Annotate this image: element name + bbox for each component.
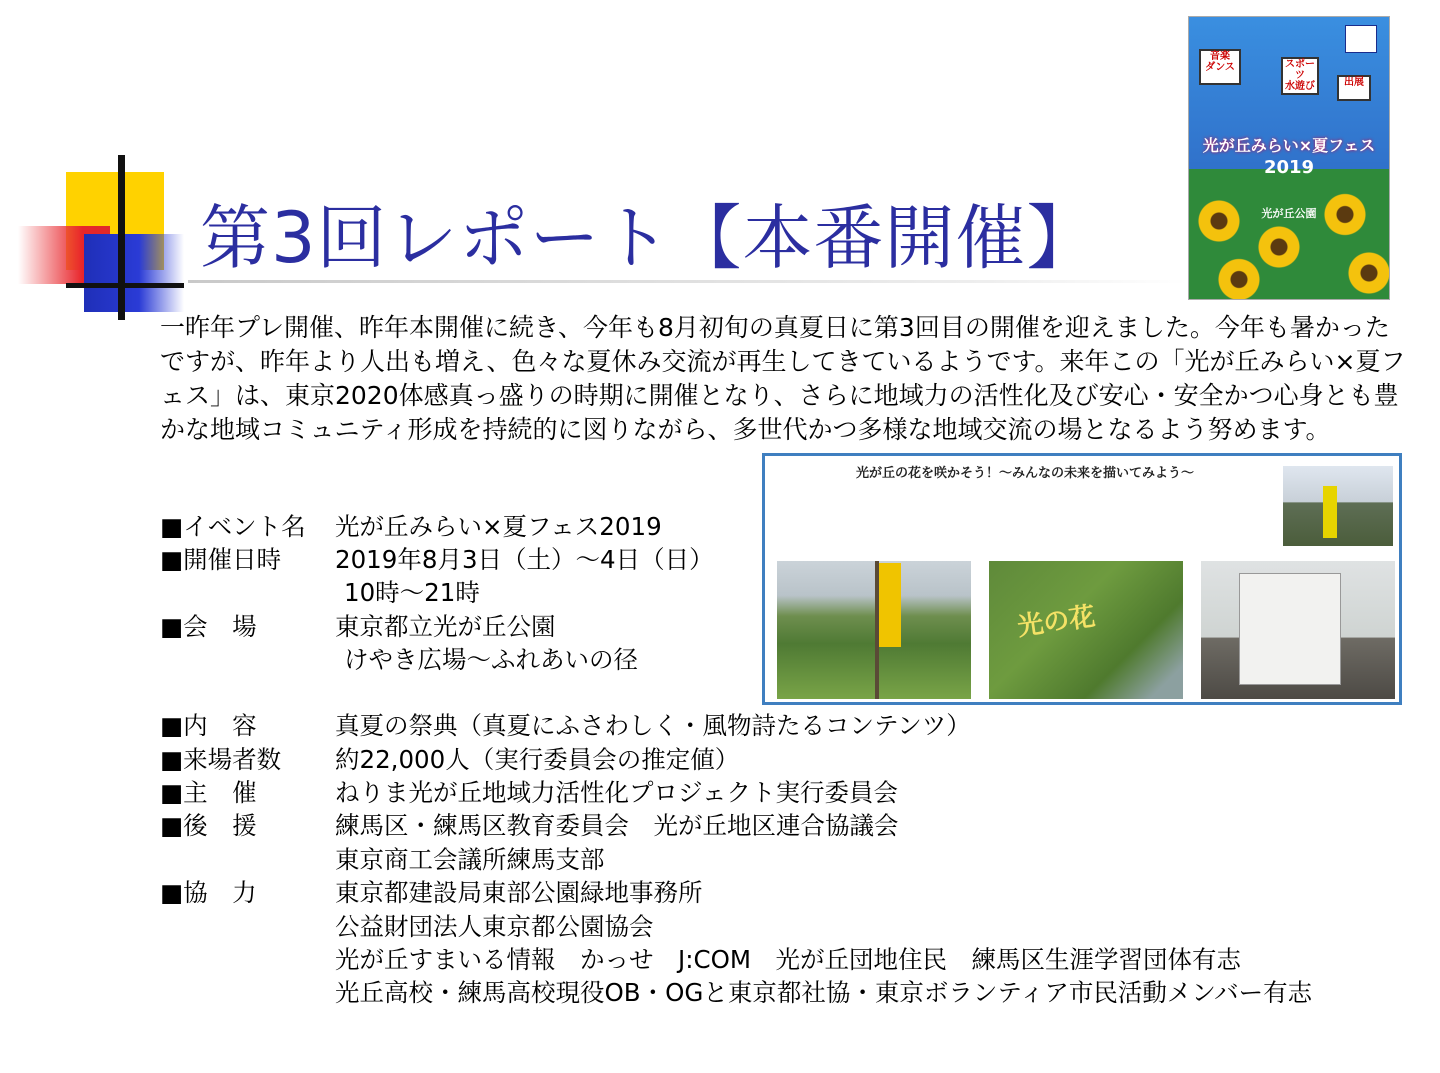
info-value: 東京都建設局東部公園緑地事務所 (335, 878, 703, 907)
poster-logo (1345, 25, 1377, 53)
decor-vertical-line (118, 155, 125, 320)
page-title: 第3回レポート【本番開催】 (200, 197, 1098, 279)
info-value: けやき広場～ふれあいの径 (344, 645, 638, 674)
collage-title: 光が丘の花を咲かそう！～みんなの未来を描いてみよう～ (855, 466, 1194, 481)
decor-blue-block (84, 234, 184, 312)
info-label: ■主 催 (160, 778, 257, 807)
photo-collage (762, 453, 1402, 705)
info-value: 真夏の祭典（真夏にふさわしく・風物詩たるコンテンツ） (335, 711, 971, 740)
event-poster-image (1188, 16, 1390, 300)
intro-paragraph: 一昨年プレ開催、昨年本開催に続き、今年も8月初旬の真夏日に第3回目の開催を迎えました。今年も暑かったですが、昨年より人出も増え、色々な夏休み交流が再生してきているようです。来年この「光が丘みらい×夏フェス」は、東京2020体感真っ盛りの時期に開催となり、さらに地域力の活性化及び安心・安全かつ心身とも豊かな地域コミュニティ形成を持続的に図りながら、多世代かつ多様な地域交流の場となるよう努めます。 (160, 313, 1406, 444)
sunflower-field (1189, 169, 1389, 299)
poster-place: 光が丘公園 (1261, 207, 1317, 220)
info-value: 約22,000人（実行委員会の推定値） (335, 745, 740, 774)
info-label: ■来場者数 (160, 745, 282, 774)
info-value: 光が丘みらい×夏フェス2019 (335, 512, 662, 541)
poster-sign-music: 音楽 ダンス (1199, 49, 1241, 85)
poster-sign-booth: 出展 (1337, 75, 1371, 101)
flower-lettering-text: 光の花 (1015, 601, 1098, 643)
poster-year: 2019 (1263, 157, 1315, 178)
photo-flower-lettering (989, 561, 1183, 699)
info-label: ■イベント名 (160, 512, 306, 541)
title-underline (188, 280, 1188, 283)
photo-entrance (1283, 466, 1393, 546)
info-value: 東京商工会議所練馬支部 (335, 845, 605, 874)
photo-park-flag (777, 561, 971, 699)
info-label: ■後 援 (160, 811, 257, 840)
info-label: ■開催日時 (160, 545, 282, 574)
decor-horizontal-line (66, 283, 184, 288)
info-value: 10時～21時 (344, 578, 480, 607)
info-value: 光丘高校・練馬高校現役OB・OGと東京都社協・東京ボランティア市民活動メンバー有志 (335, 978, 1313, 1007)
info-value: 光が丘すまいる情報 かっせ J:COM 光が丘団地住民 練馬区生涯学習団体有志 (335, 945, 1242, 974)
info-label: ■内 容 (160, 711, 257, 740)
info-value: ねりま光が丘地域力活性化プロジェクト実行委員会 (335, 778, 899, 807)
poster-title: 光が丘みらい×夏フェス (1202, 136, 1376, 155)
info-label: ■協 力 (160, 878, 257, 907)
info-label: ■会 場 (160, 612, 257, 641)
poster-sign-sports: スポーツ 水遊び (1281, 57, 1319, 95)
photo-message-board (1201, 561, 1395, 699)
info-value: 東京都立光が丘公園 (335, 612, 556, 641)
info-value: 公益財団法人東京都公園協会 (335, 912, 654, 941)
info-value: 2019年8月3日（土）～4日（日） (335, 545, 714, 574)
info-value: 練馬区・練馬区教育委員会 光が丘地区連合協議会 (335, 811, 899, 840)
